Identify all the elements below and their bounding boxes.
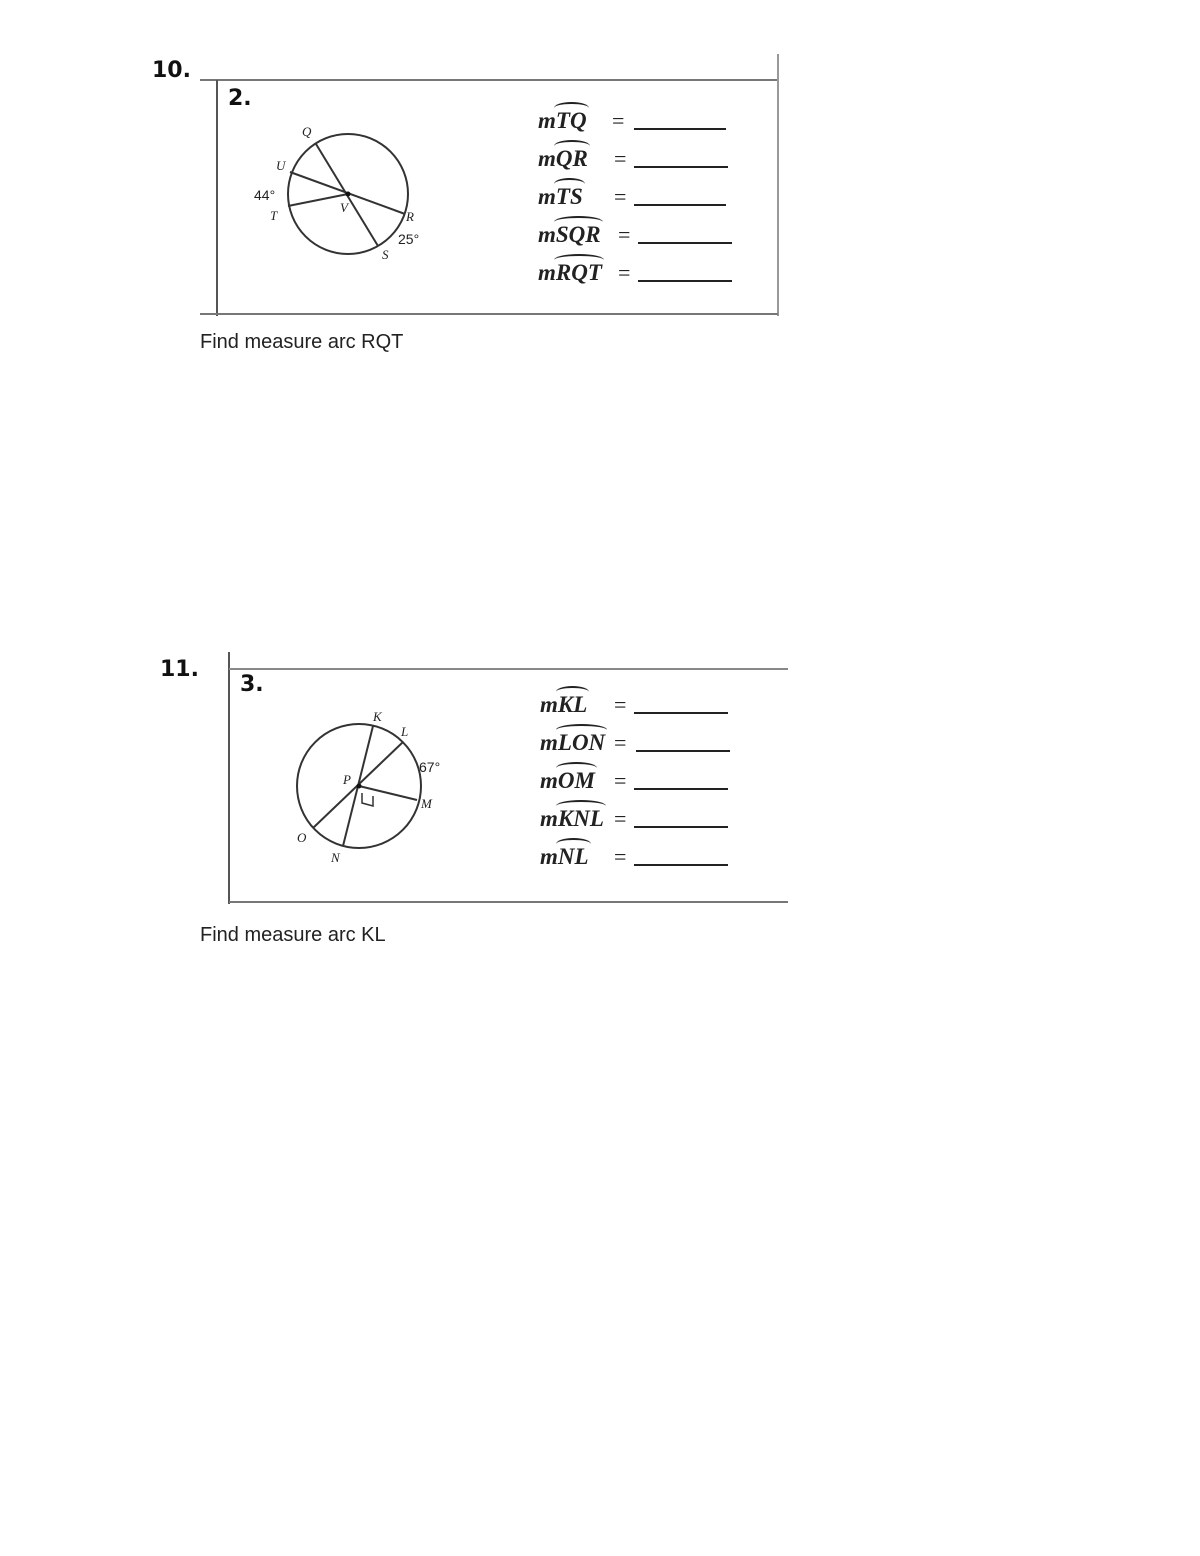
problem-image-3 bbox=[226, 652, 792, 908]
answer-list bbox=[538, 106, 748, 296]
answer-row bbox=[540, 804, 750, 842]
answer-row bbox=[538, 258, 748, 296]
problem-image-2 bbox=[198, 54, 780, 318]
answer-row bbox=[540, 690, 750, 728]
arc-symbol-icon bbox=[556, 762, 597, 774]
answer-blank[interactable] bbox=[634, 166, 728, 168]
box-number: 3. bbox=[240, 672, 264, 697]
answer-blank[interactable] bbox=[634, 128, 726, 130]
arc-measure-label: m OM bbox=[540, 768, 595, 794]
question-prompt: Find measure arc RQT bbox=[200, 331, 404, 353]
point-label-u: U bbox=[276, 158, 286, 173]
answer-row bbox=[538, 220, 748, 258]
point-label-l: L bbox=[401, 724, 409, 739]
point-label-q: Q bbox=[302, 124, 312, 139]
equals-sign: = bbox=[614, 844, 627, 869]
answer-row bbox=[540, 728, 750, 766]
arc-measure-label: m RQT bbox=[538, 260, 602, 286]
equals-sign: = bbox=[614, 692, 627, 717]
answer-blank[interactable] bbox=[634, 826, 728, 828]
equals-sign: = bbox=[618, 222, 631, 247]
angle-label-44: 44° bbox=[254, 187, 276, 203]
arc-measure-label: m QR bbox=[538, 146, 588, 172]
equals-sign: = bbox=[614, 768, 627, 793]
answer-blank[interactable] bbox=[638, 242, 732, 244]
arc-symbol-icon bbox=[554, 178, 585, 190]
arc-measure-label: m LON bbox=[540, 730, 605, 756]
arc-symbol-icon bbox=[556, 686, 589, 698]
box-number: 2. bbox=[228, 86, 252, 111]
answer-blank[interactable] bbox=[634, 788, 728, 790]
arc-measure-label: m TS bbox=[538, 184, 583, 210]
point-label-m: M bbox=[421, 796, 432, 811]
arc-measure-label: m KNL bbox=[540, 806, 604, 832]
answer-blank[interactable] bbox=[638, 280, 732, 282]
point-label-s: S bbox=[382, 247, 389, 262]
arc-measure-label: m KL bbox=[540, 692, 587, 718]
arc-symbol-icon bbox=[556, 724, 607, 736]
answer-blank[interactable] bbox=[634, 864, 728, 866]
equals-sign: = bbox=[614, 146, 627, 171]
answer-row bbox=[540, 766, 750, 804]
point-label-k: K bbox=[373, 709, 382, 724]
arc-symbol-icon bbox=[554, 216, 603, 228]
answer-blank[interactable] bbox=[634, 204, 726, 206]
equals-sign: = bbox=[614, 806, 627, 831]
point-label-o: O bbox=[297, 830, 307, 845]
answer-blank[interactable] bbox=[636, 750, 730, 752]
angle-label-25: 25° bbox=[398, 231, 420, 247]
arc-symbol-icon bbox=[554, 140, 590, 152]
point-label-v: V bbox=[340, 200, 348, 215]
answer-blank[interactable] bbox=[634, 712, 728, 714]
arc-symbol-icon bbox=[554, 102, 589, 114]
answer-row bbox=[538, 182, 748, 220]
answer-row bbox=[540, 842, 750, 880]
arc-symbol-icon bbox=[556, 838, 591, 850]
point-label-t: T bbox=[270, 208, 278, 223]
arc-symbol-icon bbox=[554, 254, 604, 266]
arc-measure-label: m NL bbox=[540, 844, 589, 870]
arc-symbol-icon bbox=[556, 800, 606, 812]
equals-sign: = bbox=[618, 260, 631, 285]
answer-row bbox=[538, 106, 748, 144]
answer-list bbox=[540, 690, 750, 880]
arc-measure-label: m TQ bbox=[538, 108, 587, 134]
point-label-n: N bbox=[331, 850, 340, 865]
question-number: 11. bbox=[160, 657, 199, 682]
question-prompt: Find measure arc KL bbox=[200, 924, 386, 946]
equals-sign: = bbox=[614, 184, 627, 209]
arc-measure-label: m SQR bbox=[538, 222, 601, 248]
equals-sign: = bbox=[614, 730, 627, 755]
answer-row bbox=[538, 144, 748, 182]
angle-label-67: 67° bbox=[419, 759, 441, 775]
point-label-p: P bbox=[343, 772, 351, 787]
question-number: 10. bbox=[152, 58, 191, 83]
point-label-r: R bbox=[406, 209, 414, 224]
equals-sign: = bbox=[612, 108, 625, 133]
